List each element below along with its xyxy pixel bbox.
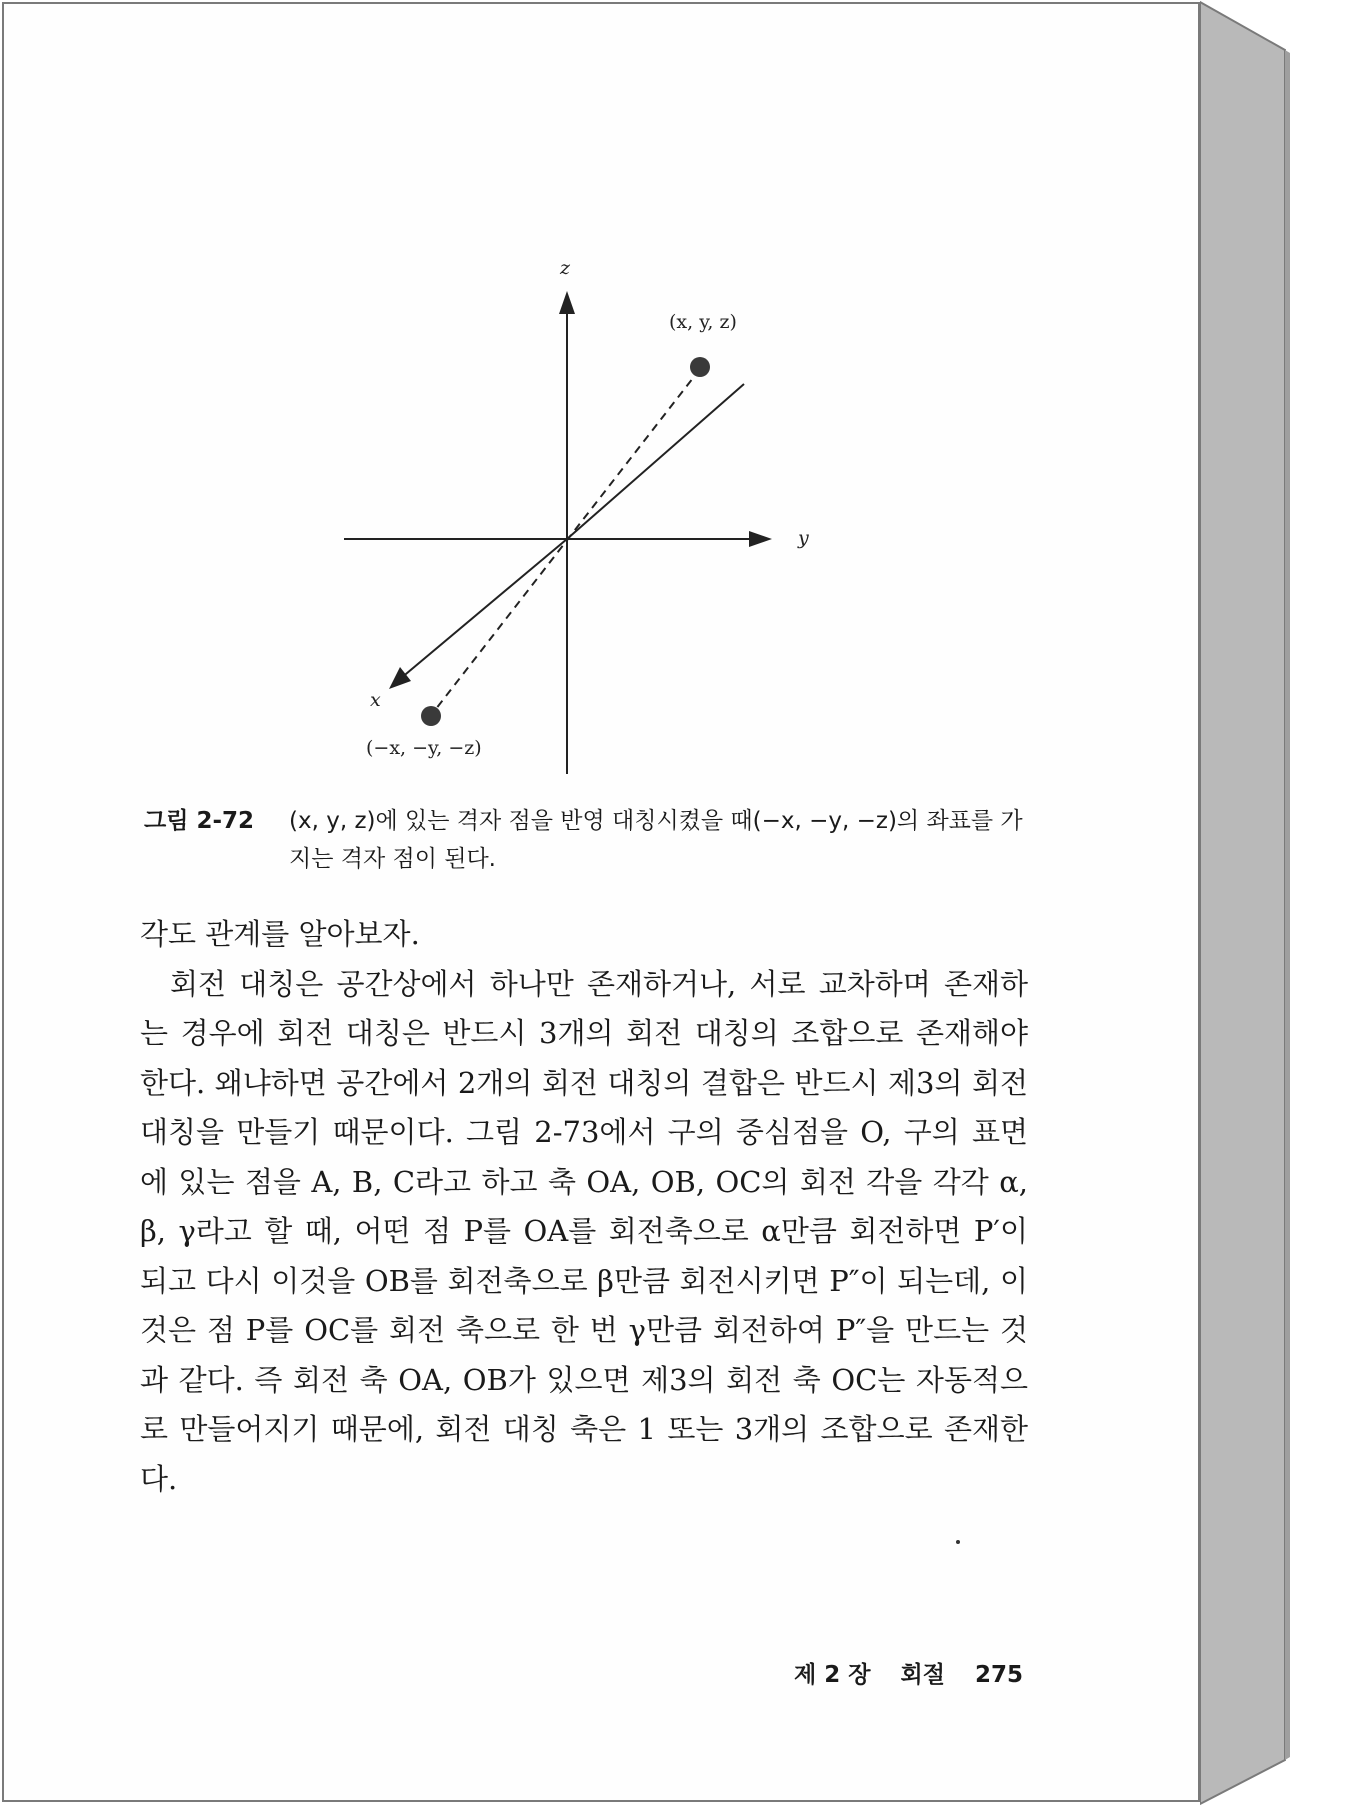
- page-footer: [794, 1656, 1023, 1689]
- point-lower-label: (−x, −y, −z): [366, 737, 482, 759]
- y-axis-arrow: [749, 531, 772, 547]
- paragraph-2: 회전 대칭은 공간상에서 하나만 존재하거나, 서로 교차하며 존재하는 경우에 회전 대칭은 반드시 3개의 회전 대칭의 조합으로 존재해야 한다. 왜냐하면 공간에서 2개의 회전 대칭의 결합은 반드시 제3의 회전 대칭을 만들기 때문이다. 그림 2-73에서 구의 중심점을 O, 구의 표면에 있는 점을 A, B, C라고 하고 축 OA, OB, OC의 회전 각을 각각 α, β, γ라고 할 때, 어떤 점 P를 OA를 회전축으로 α만큼 회전하면 P′이 되고 다시 이것을 OB를 회전축으로 β만큼 회전시키면 P″이 되는데, 이것은 점 P를 OC를 회전 축으로 한 번 γ만큼 회전하여 P″을 만드는 것과 같다. 즉 회전 축 OA, OB가 있으면 제3의 회전 축 OC는 자동적으로 만들어지기 때문에, 회전 대칭 축은 1 또는 3개의 조합으로 존재한다.: [140, 966, 1028, 1496]
- figure-caption: [144, 802, 1044, 878]
- x-axis-label: x: [370, 689, 381, 711]
- paragraph-1: 각도 관계를 알아보자.: [140, 917, 420, 951]
- book-thickness-edge: [1200, 0, 1346, 1806]
- print-speck: [956, 1540, 960, 1544]
- caption-text: (x, y, z)에 있는 격자 점을 반영 대칭시켰을 때(−x, −y, −z)의 좌표를 가지는 격자 점이 된다.: [289, 808, 1023, 872]
- body-text: [140, 910, 1028, 1504]
- y-axis-label: y: [798, 527, 809, 549]
- point-upper: [690, 357, 710, 377]
- x-axis-arrow: [389, 667, 411, 689]
- point-upper-label: (x, y, z): [669, 311, 737, 333]
- footer-chapter: 제 2 장: [794, 1662, 871, 1688]
- book-page: [2, 2, 1200, 1802]
- point-lower: [421, 706, 441, 726]
- footer-page-number: 275: [974, 1662, 1023, 1688]
- diagonal-line-upper: [567, 384, 744, 539]
- coordinate-diagram: [324, 249, 844, 779]
- footer-title: 회절: [900, 1662, 945, 1688]
- z-axis-arrow: [559, 291, 575, 314]
- x-axis-line: [394, 539, 567, 684]
- figure-2-72: [324, 249, 844, 779]
- z-axis-label: z: [560, 257, 571, 279]
- caption-number: 그림 2-72: [144, 808, 254, 834]
